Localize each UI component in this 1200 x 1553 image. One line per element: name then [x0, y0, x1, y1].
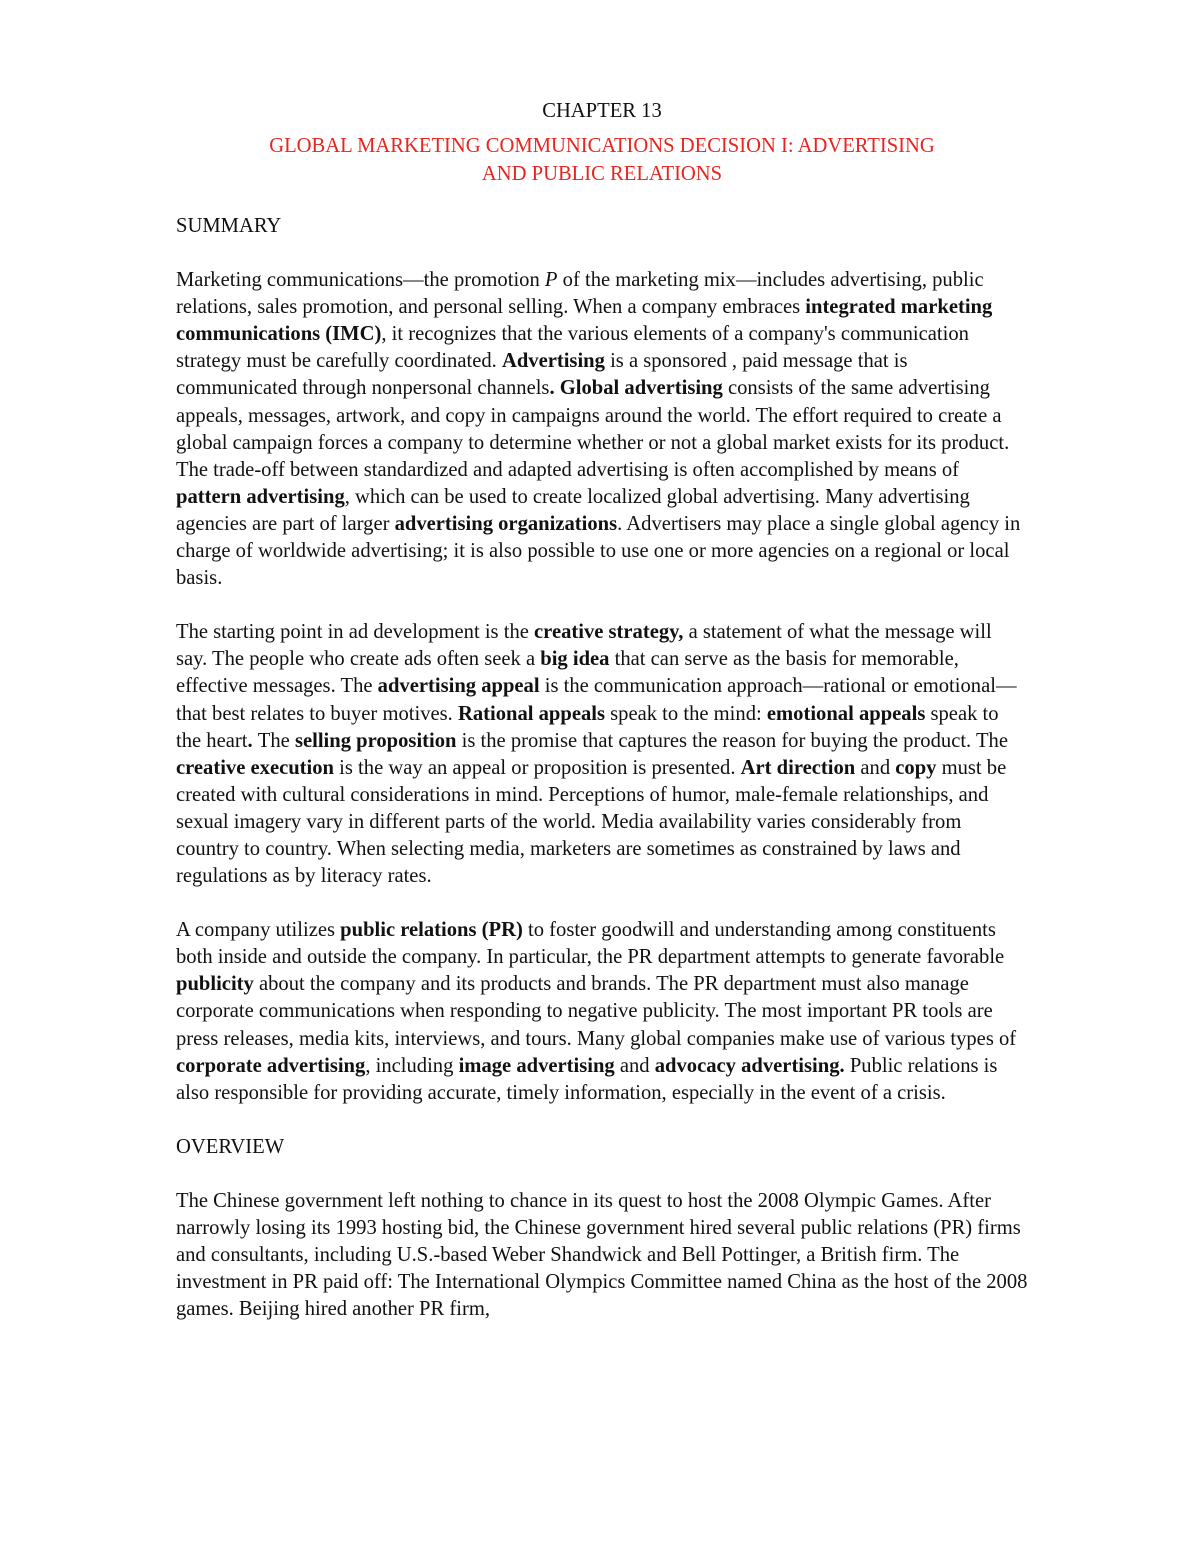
- key-term: . Global advertising: [549, 377, 723, 400]
- text-run: is the promise that captures the reason for buying the product. The: [456, 729, 1008, 752]
- key-term: public relations (PR): [340, 919, 523, 942]
- overview-heading: OVERVIEW: [176, 1135, 285, 1158]
- key-term: copy: [895, 756, 937, 779]
- summary-paragraph-2: [176, 619, 1028, 890]
- summary-heading: SUMMARY: [176, 215, 282, 237]
- overview-paragraph-1: [176, 1188, 1028, 1323]
- summary-paragraph-3: [176, 917, 1028, 1107]
- chapter-title: [176, 132, 1028, 188]
- summary-paragraph-1: [176, 267, 1028, 592]
- text-run-italic: P: [544, 269, 558, 292]
- text-run: must be created with cultural considerations in mind. Perceptions of humor, male-female relationships, and sexual imagery vary in different parts of the world. Media availability varies considerably from country to country. When selecting media, marketers are sometimes as constrained by laws and regulations as by literacy rates.: [176, 756, 1007, 888]
- text-run: of the marketing mix—includes advertising, public relations, sales promotion, and personal selling. When a company embraces: [176, 269, 984, 319]
- key-term: Advertising: [501, 350, 605, 373]
- text-run: is a sponsored , paid message that is communicated through nonpersonal channels: [176, 350, 908, 400]
- key-term: big idea: [540, 648, 610, 671]
- text-run: The starting point in ad development is the: [176, 621, 535, 644]
- key-term: emotional appeals: [766, 702, 926, 725]
- text-run: , it recognizes that the various elements of a company's communication strategy must be carefully coordinated.: [176, 323, 969, 373]
- text-run: is the communication approach—rational or emotional—that best relates to buyer motives.: [176, 675, 1017, 725]
- chapter-number: CHAPTER 13: [542, 100, 662, 122]
- key-term: advertising organizations: [394, 512, 618, 535]
- chapter-title-line-2: AND PUBLIC RELATIONS: [481, 163, 723, 185]
- key-term: image advertising: [458, 1054, 615, 1077]
- key-term: advertising appeal: [377, 675, 540, 698]
- text-run: is the way an appeal or proposition is presented.: [334, 756, 741, 779]
- key-term: pattern advertising: [176, 485, 345, 508]
- text-run: Marketing communications—the promotion: [176, 269, 545, 292]
- key-term: integrated marketing communications (IMC): [176, 296, 993, 346]
- key-term: Rational appeals: [457, 702, 605, 725]
- text-run: The Chinese government left nothing to chance in its quest to host the 2008 Olympic Games. After narrowly losing its 1993 hosting bid, the Chinese government hired several public relations (PR) firms and consultants, including U.S.-based Weber Shandwick and Bell Pottinger, a British firm. The investment in PR paid off: The International Olympics Committee named China as the host of the 2008 games. Beijing hired another PR firm,: [176, 1189, 1028, 1321]
- text-run: and: [614, 1054, 655, 1077]
- text-run: , which can be used to create localized global advertising. Many advertising agencies are part of larger: [176, 485, 970, 535]
- text-run: . Advertisers may place a single global agency in charge of worldwide advertising; it is also possible to use one or more agencies on a regional or local basis.: [176, 512, 1021, 590]
- key-term: creative execution: [176, 756, 335, 779]
- text-run: and: [855, 756, 896, 779]
- key-term: corporate advertising: [176, 1054, 366, 1077]
- chapter-title-line-1: GLOBAL MARKETING COMMUNICATIONS DECISION I: ADVERTISING: [269, 135, 935, 157]
- text-run: that can serve as the basis for memorable, effective messages. The: [176, 648, 959, 698]
- text-run: a statement of what the message will say. The people who create ads often seek a: [176, 621, 992, 671]
- text-run: about the company and its products and brands. The PR department must also manage corporate communications when responding to negative publicity. The most important PR tools are press releases, media kits, interviews, and tours. Many global companies make use of various types of: [176, 973, 1017, 1050]
- text-run: Public relations is also responsible for providing accurate, timely information, especially in the event of a crisis.: [176, 1054, 998, 1104]
- text-run: The: [257, 729, 295, 752]
- text-run: speak to the mind:: [605, 702, 767, 725]
- key-term: selling proposition: [294, 729, 457, 752]
- key-term: .: [247, 729, 258, 752]
- text-run: , including: [365, 1054, 459, 1077]
- key-term: advocacy advertising.: [654, 1054, 845, 1077]
- text-run: speak to the heart: [176, 702, 999, 752]
- text-run: consists of the same advertising appeals, messages, artwork, and copy in campaigns around the world. The effort required to create a global campaign forces a company to determine whether or not a global market exists for its product. The trade-off between standardized and adapted advertising is often accomplished by means of: [176, 377, 1010, 481]
- key-term: publicity: [176, 973, 254, 996]
- text-run: to foster goodwill and understanding among constituents both inside and outside the company. In particular, the PR department attempts to generate favorable: [176, 919, 1005, 969]
- text-run: A company utilizes: [176, 919, 341, 942]
- key-term: creative strategy,: [534, 621, 684, 644]
- document-body: [176, 98, 1028, 1350]
- key-term: Art direction: [740, 756, 856, 779]
